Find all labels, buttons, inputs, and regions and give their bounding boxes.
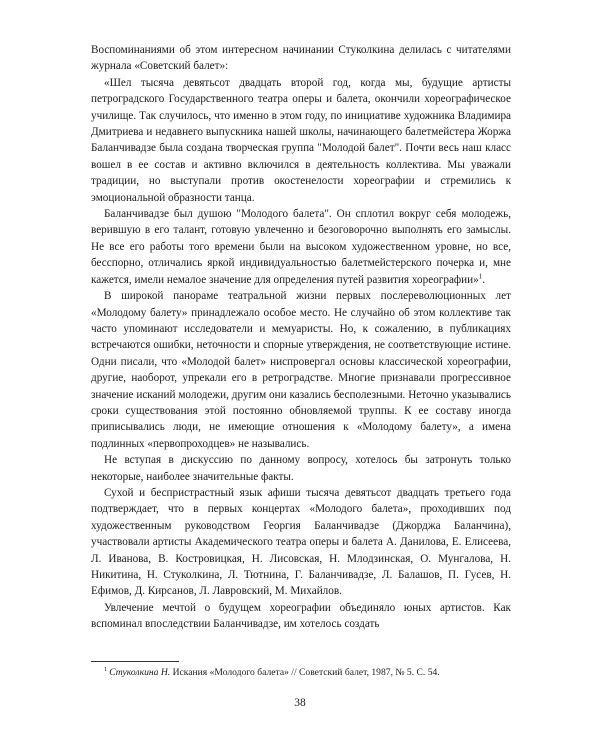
paragraph-quote-2-text: Баланчивадзе был душою "Молодого балета". Он сплотил вокруг себя молодежь, верившую в его талант, готовую увлеченно и безоговорочно выполнять его замыслы. Не все его работы того времени были на высоком художественном уровне, но все, бесспорно, отличались яркой индивидуальностью балетмейстерского почерка и, мне кажется, имели немалое значение для определения путей развития хореографии» [91, 208, 511, 286]
paragraph-dream: Увлечение мечтой о будущем хореографии объединяло юных артистов. Как вспоминал впоследствии Баланчивадзе, им хотелось создать [91, 601, 511, 631]
paragraph-discussion: Не вступая в дискуссию по данному вопросу, хотелось бы затронуть только некоторые, наиболее значительные факты. [91, 454, 511, 483]
paragraph-quote-1: «Шел тысяча девятьсот двадцать второй год, когда мы, будущие артисты петроградского Государственного театра оперы и балета, окончили хореографическое училище. Так случилось, что именно в этом году, по инициативе художника Владимира Дмитриева и недавнего выпускника нашей школы, начинающего балетмейстера Жоржа Баланчивадзе была создана творческая группа "Молодой балет". Почти весь наш класс вошел в ее состав и активно включился в деятельность коллектива. Мы уважали традиции, но выступали против окостенелости хореографии и стремились к эмоциональной образности танца. [91, 76, 511, 204]
footnote-reference: 1 [478, 271, 483, 280]
paragraph-intro: Воспоминаниями об этом интересном начинании Стуколкина делилась с читателями журнала «Советский балет»: [91, 44, 511, 73]
footnote [91, 666, 511, 679]
footnote-text: Искания «Молодого балета» // Советский балет, 1987, № 5. С. 54. [172, 667, 440, 678]
paragraph-panorama: В широкой панораме театральной жизни первых послереволюционных лет «Молодому балету» принадлежало особое место. Не случайно об этом коллективе так часто упоминают исследователи и мемуаристы. Но, к сожалению, в публикациях встречаются ошибки, неточности и спорные утверждения, не соответствующие истине. Одни писали, что «Молодой балет» ниспровергал основы классической хореографии, другие, наоборот, упрекали его в ретроградстве. Многие признавали прогрессивное значение исканий молодежи, другим они казались бесполезными. Неточно указывались сроки существования этой постоянно обновляемой труппы. К ее составу иногда приписывались люди, не имеющие отношения к «Молодому балету», а имена подлинных «первопроходцев» не назывались. [91, 290, 511, 450]
footnote-author: Стуколкина Н. [109, 667, 171, 678]
footnote-divider [91, 661, 179, 662]
page-number: 38 [294, 697, 306, 709]
paragraph-quote-2: Баланчивадзе был душою "Молодого балета". Он сплотил вокруг себя молодежь, верившую в его талант, готовую увлеченно и безоговорочно выполнять его замыслы. Не все его работы того времени были на высоком художественном уровне, но все, бесспорно, отличались яркой индивидуальностью балетмейстерского почерка и, мне кажется, имели немалое значение для определения путей развития хореографии»$^1$. [91, 208, 511, 286]
page-body [91, 42, 511, 633]
footnote-number: 1 [104, 665, 108, 673]
paragraph-poster: Сухой и беспристрастный язык афиши тысяча девятьсот двадцать третьего года подтверждает, что в первых концертах «Молодого балета», проходивших под художественным руководством Георгия Баланчивадзе (Джорджа Баланчина), участвовали артисты Академического театра оперы и балета А. Данилова, Е. Елисеева, Л. Иванова, В. Костровицкая, Н. Лисовская, Н. Млодзинская, О. Мунгалова, Н. Никитина, Н. Стуколкина, Л. Тютнина, Г. Баланчивадзе, Л. Балашов, П. Гусев, Н. Ефимов, Д. Кирсанов, Л. Лавровский, М. Михайлов. [91, 486, 511, 598]
